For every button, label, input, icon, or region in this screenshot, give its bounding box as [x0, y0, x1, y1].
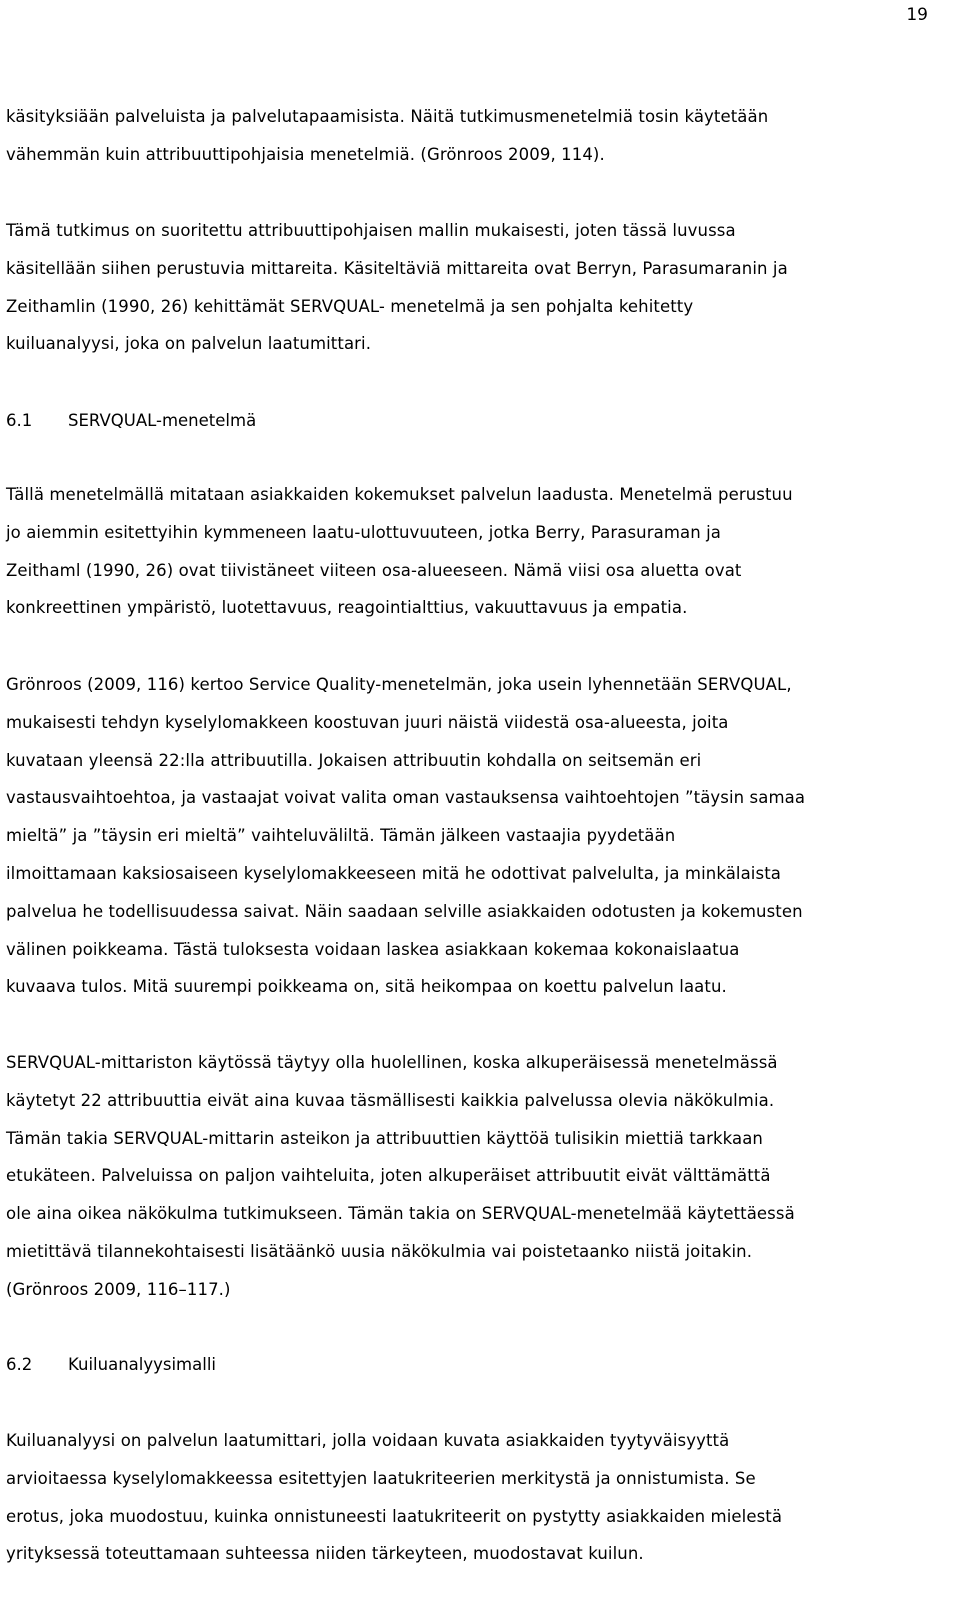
- section-title: SERVQUAL-menetelmä: [68, 411, 257, 430]
- paragraph-servqual-description: [6, 476, 936, 627]
- paragraph-servqual-questionnaire: [6, 666, 936, 1006]
- section-number: 6.2: [6, 1355, 33, 1374]
- text-line: vähemmän kuin attribuuttipohjaisia menetelmiä. (Grönroos 2009, 114).: [6, 144, 605, 164]
- section-title: Kuiluanalyysimalli: [68, 1355, 216, 1374]
- text-line: (Grönroos 2009, 116–117.): [6, 1279, 231, 1299]
- paragraph-servqual-caution: [6, 1044, 936, 1309]
- text-line: Tällä menetelmällä mitataan asiakkaiden kokemukset palvelun laadusta. Menetelmä perustuu: [6, 485, 793, 504]
- text-line: välinen poikkeama. Tästä tuloksesta voidaan laskea asiakkaan kokemaa kokonaislaatua: [6, 939, 740, 959]
- page-number: 19: [906, 5, 928, 25]
- text-line: etukäteen. Palveluissa on paljon vaihteluita, joten alkuperäiset attribuutit eivät välttämättä: [6, 1166, 771, 1186]
- text-line: Tämä tutkimus on suoritettu attribuuttipohjaisen mallin mukaisesti, joten tässä luvussa: [6, 221, 736, 240]
- paragraph-intro-continuation: [6, 98, 936, 174]
- section-heading-6-2: [6, 1353, 216, 1377]
- text-line: jo aiemmin esitettyihin kymmeneen laatu-ulottuvuuteen, jotka Berry, Parasuraman ja: [6, 522, 722, 542]
- text-line: Kuiluanalyysi on palvelun laatumittari, jolla voidaan kuvata asiakkaiden tyytyväisyyttä: [6, 1431, 730, 1450]
- text-line: Zeithaml (1990, 26) ovat tiivistäneet viiteen osa-alueeseen. Nämä viisi osa aluetta ovat: [6, 560, 742, 580]
- text-line: käytetyt 22 attribuuttia eivät aina kuvaa täsmällisesti kaikkia palvelussa olevia näkökulmia.: [6, 1090, 775, 1110]
- paragraph-gap-analysis: [6, 1422, 936, 1573]
- text-line: ole aina oikea näkökulma tutkimukseen. Tämän takia on SERVQUAL-menetelmää käytettäessä: [6, 1204, 795, 1224]
- text-line: konkreettinen ympäristö, luotettavuus, reagointialttius, vakuuttavuus ja empatia.: [6, 598, 688, 618]
- text-line: yrityksessä toteuttamaan suhteessa niiden tärkeyteen, muodostavat kuilun.: [6, 1544, 644, 1564]
- text-line: käsitellään siihen perustuvia mittareita. Käsiteltäviä mittareita ovat Berryn, Parasumaranin ja: [6, 258, 788, 278]
- text-line: kuvaava tulos. Mitä suurempi poikkeama on, sitä heikompaa on koettu palvelun laatu.: [6, 977, 727, 997]
- text-line: arvioitaessa kyselylomakkeessa esitettyjen laatukriteerien merkitystä ja onnistumista. Se: [6, 1468, 756, 1488]
- text-line: mukaisesti tehdyn kyselylomakkeen koostuvan juuri näistä viidestä osa-alueesta, joita: [6, 712, 729, 732]
- text-line: ilmoittamaan kaksiosaiseen kyselylomakkeeseen mitä he odottivat palvelulta, ja minkälaista: [6, 863, 781, 883]
- section-number: 6.1: [6, 411, 33, 430]
- text-line: Grönroos (2009, 116) kertoo Service Quality-menetelmän, joka usein lyhennetään SERVQUAL,: [6, 675, 792, 694]
- text-line: mieltä” ja ”täysin eri mieltä” vaihteluväliltä. Tämän jälkeen vastaajia pyydetään: [6, 826, 676, 846]
- text-line: kuvataan yleensä 22:lla attribuutilla. Jokaisen attribuutin kohdalla on seitsemän eri: [6, 750, 702, 770]
- section-heading-6-1: [6, 409, 256, 433]
- text-line: mietittävä tilannekohtaisesti lisätäänkö uusia näkökulmia vai poistetaanko niistä joitakin.: [6, 1241, 753, 1261]
- text-line: SERVQUAL-mittariston käytössä täytyy olla huolellinen, koska alkuperäisessä menetelmässä: [6, 1053, 778, 1072]
- text-line: Zeithamlin (1990, 26) kehittämät SERVQUAL- menetelmä ja sen pohjalta kehitetty: [6, 296, 694, 316]
- text-line: kuiluanalyysi, joka on palvelun laatumittari.: [6, 334, 372, 354]
- text-line: käsityksiään palveluista ja palvelutapaamisista. Näitä tutkimusmenetelmiä tosin käytetään: [6, 107, 769, 126]
- text-line: Tämän takia SERVQUAL-mittarin asteikon ja attribuuttien käyttöä tulisikin miettiä tarkkaan: [6, 1128, 763, 1148]
- text-line: vastausvaihtoehtoa, ja vastaajat voivat valita oman vastauksensa vaihtoehtojen ”täysin samaa: [6, 788, 806, 808]
- text-line: erotus, joka muodostuu, kuinka onnistuneesti laatukriteerit on pystytty asiakkaiden mielestä: [6, 1506, 783, 1526]
- text-line: palvelua he todellisuudessa saivat. Näin saadaan selville asiakkaiden odotusten ja kokemusten: [6, 901, 803, 921]
- paragraph-research-method: [6, 212, 936, 363]
